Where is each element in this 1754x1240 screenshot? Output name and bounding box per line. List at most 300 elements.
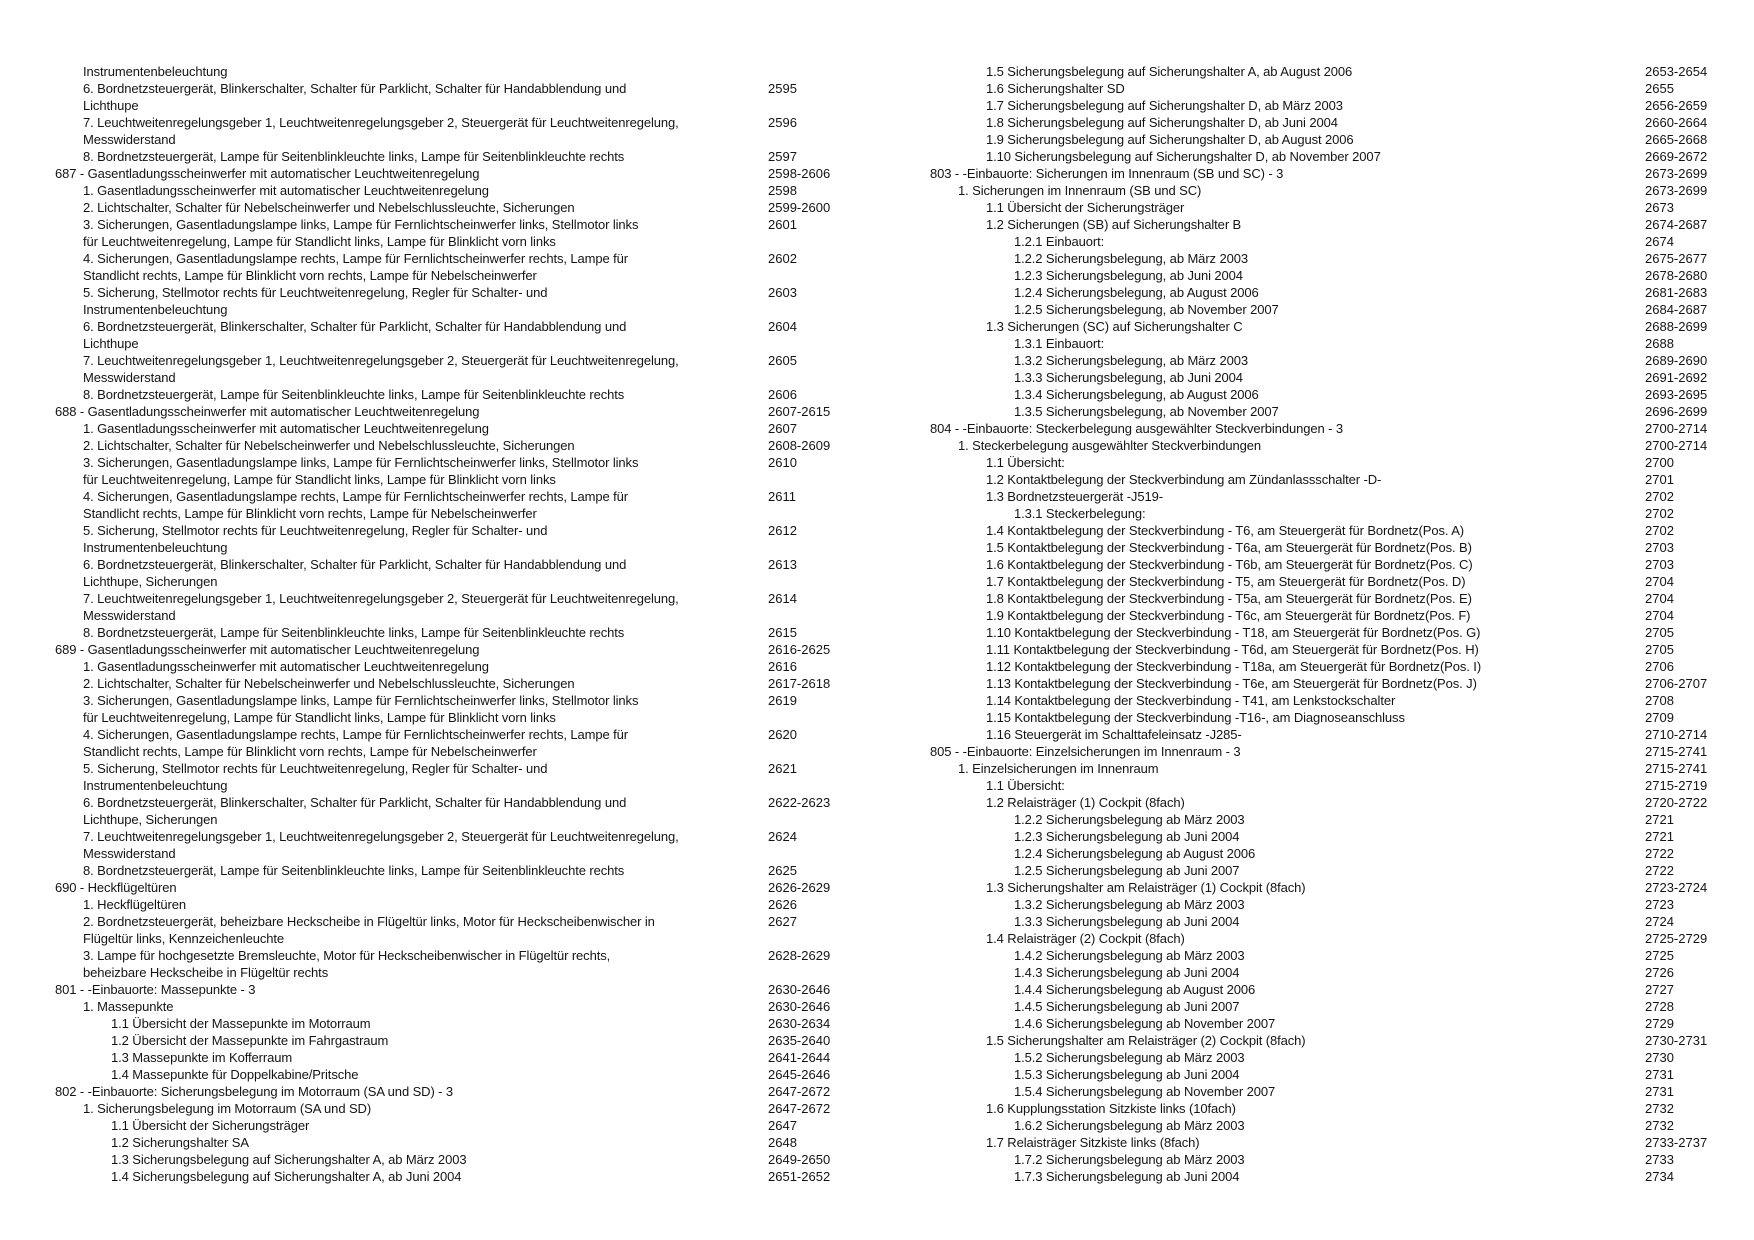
toc-line: [55, 199, 885, 216]
toc-line: [55, 794, 885, 811]
toc-page-number: 2702: [1645, 523, 1674, 538]
toc-page-number: 2700-2714: [1645, 438, 1708, 453]
toc-entry-text: 1. Heckflügeltüren: [83, 897, 186, 912]
toc-line: [930, 386, 1754, 403]
toc-page-number: 2626: [768, 897, 797, 912]
toc-page-number: 2728: [1645, 999, 1674, 1014]
toc-line: [55, 437, 885, 454]
toc-entry-text: 687 - Gasentladungsscheinwerfer mit automatischer Leuchtweitenregelung: [55, 166, 480, 181]
toc-page-number: 2727: [1645, 982, 1674, 997]
toc-line: [55, 318, 885, 335]
toc-page-number: 2674: [1645, 234, 1674, 249]
toc-page-number: 2626-2629: [768, 880, 831, 895]
toc-page-number: 2704: [1645, 608, 1674, 623]
toc-line: [55, 1117, 885, 1134]
toc-line: [55, 930, 885, 947]
toc-entry-text: 1.8 Sicherungsbelegung auf Sicherungshalter D, ab Juni 2004: [986, 115, 1338, 130]
toc-line: [930, 760, 1754, 777]
toc-page-number: 2732: [1645, 1101, 1674, 1116]
toc-page-number: 2628-2629: [768, 948, 831, 963]
toc-entry-text-continuation: Lichthupe: [83, 336, 139, 351]
toc-entry-text: 6. Bordnetzsteuergerät, Blinkerschalter, Schalter für Parklicht, Schalter für Handabblendung und: [83, 557, 627, 572]
toc-page-number: 2684-2687: [1645, 302, 1708, 317]
toc-entry-text: 7. Leuchtweitenregelungsgeber 1, Leuchtweitenregelungsgeber 2, Steuergerät für Leuchtweitenregelung,: [83, 829, 679, 844]
toc-line: [55, 777, 885, 794]
toc-page-number: 2647-2672: [768, 1084, 831, 1099]
toc-entry-text-continuation: Messwiderstand: [83, 608, 176, 623]
toc-entry-text: 1. Massepunkte: [83, 999, 174, 1014]
toc-entry-text-continuation: beheizbare Heckscheibe in Flügeltür rechts: [83, 965, 329, 980]
toc-line: [930, 539, 1754, 556]
toc-page-number: 2601: [768, 217, 797, 232]
toc-entry-text: 1.4.4 Sicherungsbelegung ab August 2006: [1014, 982, 1256, 997]
toc-page-number: 2647: [768, 1118, 797, 1133]
toc-line: [55, 284, 885, 301]
toc-line: [930, 573, 1754, 590]
toc-line: [930, 148, 1754, 165]
toc-line: [55, 97, 885, 114]
toc-entry-text: 1. Einzelsicherungen im Innenraum: [958, 761, 1159, 776]
toc-entry-text: 7. Leuchtweitenregelungsgeber 1, Leuchtweitenregelungsgeber 2, Steuergerät für Leuchtweitenregelung,: [83, 353, 679, 368]
toc-line: [55, 1049, 885, 1066]
toc-line: [930, 114, 1754, 131]
toc-entry-text: 2. Bordnetzsteuergerät, beheizbare Heckscheibe in Flügeltür links, Motor für Heckscheibenwischer in: [83, 914, 655, 929]
toc-page-number: 2733: [1645, 1152, 1674, 1167]
toc-line: [55, 539, 885, 556]
toc-page-number: 2599-2600: [768, 200, 831, 215]
toc-line: [930, 862, 1754, 879]
toc-line: [55, 148, 885, 165]
toc-page-number: 2688: [1645, 336, 1674, 351]
toc-line: [930, 1168, 1754, 1185]
toc-line: [55, 267, 885, 284]
toc-page-number: 2723: [1645, 897, 1674, 912]
toc-line: [55, 743, 885, 760]
toc-line: [55, 250, 885, 267]
toc-entry-text: 3. Sicherungen, Gasentladungslampe links, Lampe für Fernlichtscheinwerfer links, Stellmotor links: [83, 217, 639, 232]
toc-line: [55, 1134, 885, 1151]
toc-page-number: 2710-2714: [1645, 727, 1708, 742]
toc-line: [930, 1134, 1754, 1151]
toc-line: [930, 318, 1754, 335]
toc-line: [930, 607, 1754, 624]
toc-entry-text: 1.12 Kontaktbelegung der Steckverbindung - T18a, am Steuergerät für Bordnetz(Pos. I): [986, 659, 1482, 674]
toc-page-number: 2655: [1645, 81, 1674, 96]
toc-entry-text: 1.2.2 Sicherungsbelegung, ab März 2003: [1014, 251, 1248, 266]
toc-line: [930, 352, 1754, 369]
toc-line: [930, 590, 1754, 607]
toc-page-number: 2704: [1645, 591, 1674, 606]
toc-entry-text-continuation: Messwiderstand: [83, 846, 176, 861]
toc-entry-text: 689 - Gasentladungsscheinwerfer mit automatischer Leuchtweitenregelung: [55, 642, 480, 657]
toc-line: [930, 1066, 1754, 1083]
toc-line: [55, 63, 885, 80]
toc-line: [55, 1066, 885, 1083]
toc-line: [55, 590, 885, 607]
toc-entry-text: 1.3.3 Sicherungsbelegung ab Juni 2004: [1014, 914, 1240, 929]
toc-entry-text: 1.2 Übersicht der Massepunkte im Fahrgastraum: [111, 1033, 389, 1048]
toc-line: [55, 471, 885, 488]
toc-line: [930, 913, 1754, 930]
toc-entry-text: 1.15 Kontaktbelegung der Steckverbindung -T16-, am Diagnoseanschluss: [986, 710, 1405, 725]
toc-entry-text: 1.6 Kontaktbelegung der Steckverbindung - T6b, am Steuergerät für Bordnetz(Pos. C): [986, 557, 1473, 572]
toc-entry-text: 6. Bordnetzsteuergerät, Blinkerschalter, Schalter für Parklicht, Schalter für Handabblendung und: [83, 81, 627, 96]
toc-entry-text: 1.2 Relaisträger (1) Cockpit (8fach): [986, 795, 1185, 810]
toc-page-number: 2624: [768, 829, 797, 844]
toc-line: [930, 437, 1754, 454]
toc-entry-text: 1. Sicherungen im Innenraum (SB und SC): [958, 183, 1202, 198]
toc-page-number: 2724: [1645, 914, 1674, 929]
toc-entry-text: 1.9 Kontaktbelegung der Steckverbindung - T6c, am Steuergerät für Bordnetz(Pos. F): [986, 608, 1471, 623]
toc-line: [55, 216, 885, 233]
toc-page-number: 2723-2724: [1645, 880, 1708, 895]
toc-line: [930, 420, 1754, 437]
toc-entry-text: 1.2.4 Sicherungsbelegung, ab August 2006: [1014, 285, 1259, 300]
toc-page-number: 2617-2618: [768, 676, 831, 691]
toc-entry-text: 1.1 Übersicht:: [986, 455, 1065, 470]
toc-line: [930, 80, 1754, 97]
toc-entry-text: 1.7.3 Sicherungsbelegung ab Juni 2004: [1014, 1169, 1240, 1184]
toc-entry-text: 1.16 Steuergerät im Schalttafeleinsatz -J285-: [986, 727, 1242, 742]
toc-line: [55, 964, 885, 981]
toc-entry-text: 1.8 Kontaktbelegung der Steckverbindung - T5a, am Steuergerät für Bordnetz(Pos. E): [986, 591, 1472, 606]
toc-page-number: 2720-2722: [1645, 795, 1708, 810]
toc-page-number: 2721: [1645, 829, 1674, 844]
toc-entry-text: 6. Bordnetzsteuergerät, Blinkerschalter, Schalter für Parklicht, Schalter für Handabblendung und: [83, 795, 627, 810]
toc-line: [930, 233, 1754, 250]
toc-entry-text: 803 - -Einbauorte: Sicherungen im Innenraum (SB und SC) - 3: [930, 166, 1284, 181]
toc-line: [930, 811, 1754, 828]
toc-line: [930, 284, 1754, 301]
toc-line: [930, 947, 1754, 964]
toc-page-number: 2731: [1645, 1067, 1674, 1082]
toc-page-number: 2660-2664: [1645, 115, 1708, 130]
toc-entry-text: 7. Leuchtweitenregelungsgeber 1, Leuchtweitenregelungsgeber 2, Steuergerät für Leuchtweitenregelung,: [83, 591, 679, 606]
toc-page-number: 2607-2615: [768, 404, 831, 419]
toc-entry-text: 3. Sicherungen, Gasentladungslampe links, Lampe für Fernlichtscheinwerfer links, Stellmotor links: [83, 693, 639, 708]
toc-column-right: [930, 63, 1754, 1185]
toc-line: [930, 692, 1754, 709]
toc-entry-text: 1.5 Sicherungsbelegung auf Sicherungshalter A, ab August 2006: [986, 64, 1353, 79]
toc-page-number: 2705: [1645, 625, 1674, 640]
toc-line: [55, 760, 885, 777]
toc-entry-text: 1.2.3 Sicherungsbelegung, ab Juni 2004: [1014, 268, 1243, 283]
toc-page-number: 2669-2672: [1645, 149, 1708, 164]
toc-entry-text: 1.13 Kontaktbelegung der Steckverbindung - T6e, am Steuergerät für Bordnetz(Pos. J): [986, 676, 1477, 691]
toc-entry-text: 1.9 Sicherungsbelegung auf Sicherungshalter D, ab August 2006: [986, 132, 1354, 147]
toc-page-number: 2708: [1645, 693, 1674, 708]
toc-page-number: 2605: [768, 353, 797, 368]
toc-line: [930, 981, 1754, 998]
toc-entry-text: 1.7.2 Sicherungsbelegung ab März 2003: [1014, 1152, 1245, 1167]
toc-entry-text: 1.2 Sicherungshalter SA: [111, 1135, 249, 1150]
toc-line: [55, 1100, 885, 1117]
toc-page-number: 2602: [768, 251, 797, 266]
toc-line: [930, 964, 1754, 981]
toc-entry-text: 1.10 Sicherungsbelegung auf Sicherungshalter D, ab November 2007: [986, 149, 1381, 164]
toc-entry-text: 1.7 Kontaktbelegung der Steckverbindung - T5, am Steuergerät für Bordnetz(Pos. D): [986, 574, 1466, 589]
toc-line: [55, 182, 885, 199]
toc-page-number: 2596: [768, 115, 797, 130]
toc-page-number: 2610: [768, 455, 797, 470]
toc-line: [55, 454, 885, 471]
toc-entry-text: 1.4 Relaisträger (2) Cockpit (8fach): [986, 931, 1185, 946]
toc-page-number: 2674-2687: [1645, 217, 1708, 232]
toc-line: [55, 896, 885, 913]
toc-line: [55, 522, 885, 539]
toc-line: [55, 862, 885, 879]
toc-line: [55, 335, 885, 352]
toc-entry-text-continuation: für Leuchtweitenregelung, Lampe für Standlicht links, Lampe für Blinklicht vorn links: [83, 710, 556, 725]
toc-page-number: 2693-2695: [1645, 387, 1708, 402]
toc-line: [55, 624, 885, 641]
toc-entry-text-continuation: Standlicht rechts, Lampe für Blinklicht vorn rechts, Lampe für Nebelscheinwerfer: [83, 506, 537, 521]
toc-page-number: 2731: [1645, 1084, 1674, 1099]
toc-entry-text: 1.2.3 Sicherungsbelegung ab Juni 2004: [1014, 829, 1240, 844]
toc-page-number: 2730: [1645, 1050, 1674, 1065]
toc-line: [930, 199, 1754, 216]
toc-line: [930, 216, 1754, 233]
toc-line: [930, 624, 1754, 641]
toc-line: [55, 386, 885, 403]
toc-entry-text: 1.2.5 Sicherungsbelegung, ab November 2007: [1014, 302, 1279, 317]
toc-page-number: 2705: [1645, 642, 1674, 657]
toc-line: [930, 658, 1754, 675]
toc-page-number: 2681-2683: [1645, 285, 1708, 300]
toc-entry-text: 1.1 Übersicht der Massepunkte im Motorraum: [111, 1016, 371, 1031]
toc-entry-text: 1.5 Kontaktbelegung der Steckverbindung - T6a, am Steuergerät für Bordnetz(Pos. B): [986, 540, 1472, 555]
toc-entry-text: 1.5.4 Sicherungsbelegung ab November 2007: [1014, 1084, 1276, 1099]
toc-entry-text: 1.3.1 Einbauort:: [1014, 336, 1105, 351]
toc-line: [55, 913, 885, 930]
toc-entry-text: 1.3.2 Sicherungsbelegung ab März 2003: [1014, 897, 1245, 912]
toc-line: [55, 828, 885, 845]
toc-line: [930, 471, 1754, 488]
toc-entry-text: 1.2 Sicherungen (SB) auf Sicherungshalter B: [986, 217, 1242, 232]
toc-line: [930, 505, 1754, 522]
toc-entry-text: 690 - Heckflügeltüren: [55, 880, 177, 895]
toc-line: [930, 335, 1754, 352]
toc-page-number: 2701: [1645, 472, 1674, 487]
toc-line: [930, 828, 1754, 845]
toc-line: [930, 63, 1754, 80]
toc-line: [55, 505, 885, 522]
toc-entry-text: 1.3 Sicherungshalter am Relaisträger (1) Cockpit (8fach): [986, 880, 1306, 895]
toc-line: [930, 488, 1754, 505]
toc-page-number: 2703: [1645, 557, 1674, 572]
toc-entry-text: 1.3.4 Sicherungsbelegung, ab August 2006: [1014, 387, 1259, 402]
toc-entry-text: 802 - -Einbauorte: Sicherungsbelegung im Motorraum (SA und SD) - 3: [55, 1084, 454, 1099]
toc-entry-text: 1.1 Übersicht der Sicherungsträger: [986, 200, 1185, 215]
toc-entry-text: 1.11 Kontaktbelegung der Steckverbindung - T6d, am Steuergerät für Bordnetz(Pos. H): [986, 642, 1479, 657]
toc-page-number: 2647-2672: [768, 1101, 831, 1116]
toc-entry-text: 1.6 Kupplungsstation Sitzkiste links (10fach): [986, 1101, 1236, 1116]
toc-line: [55, 675, 885, 692]
toc-line: [930, 896, 1754, 913]
toc-page-number: 2702: [1645, 506, 1674, 521]
toc-entry-text: 1.1 Übersicht der Sicherungsträger: [111, 1118, 310, 1133]
toc-page-number: 2722: [1645, 863, 1674, 878]
toc-page-number: 2612: [768, 523, 797, 538]
toc-page-number: 2732: [1645, 1118, 1674, 1133]
toc-page-number: 2700-2714: [1645, 421, 1708, 436]
toc-page-number: 2734: [1645, 1169, 1674, 1184]
toc-entry-text: 5. Sicherung, Stellmotor rechts für Leuchtweitenregelung, Regler für Schalter- und: [83, 523, 548, 538]
toc-page-number: 2678-2680: [1645, 268, 1708, 283]
toc-line: [930, 641, 1754, 658]
toc-page-number: 2611: [768, 489, 796, 504]
toc-entry-text: 1.7 Sicherungsbelegung auf Sicherungshalter D, ab März 2003: [986, 98, 1343, 113]
toc-entry-text: 8. Bordnetzsteuergerät, Lampe für Seitenblinkleuchte links, Lampe für Seitenblinkleuchte rechts: [83, 149, 625, 164]
toc-entry-text: 1.4 Massepunkte für Doppelkabine/Pritsche: [111, 1067, 359, 1082]
toc-page-number: 2715-2741: [1645, 744, 1708, 759]
toc-entry-text: 1. Gasentladungsscheinwerfer mit automatischer Leuchtweitenregelung: [83, 421, 489, 436]
toc-page-number: 2619: [768, 693, 797, 708]
toc-line: [55, 845, 885, 862]
toc-page-number: 2715-2719: [1645, 778, 1708, 793]
toc-line: [930, 267, 1754, 284]
toc-page-number: 2622-2623: [768, 795, 831, 810]
toc-entry-text: 8. Bordnetzsteuergerät, Lampe für Seitenblinkleuchte links, Lampe für Seitenblinkleuchte rechts: [83, 863, 625, 878]
toc-page-number: 2725: [1645, 948, 1674, 963]
toc-page-number: 2635-2640: [768, 1033, 831, 1048]
toc-page-number: 2597: [768, 149, 797, 164]
toc-entry-text: 1.4.3 Sicherungsbelegung ab Juni 2004: [1014, 965, 1240, 980]
toc-page-number: 2620: [768, 727, 797, 742]
toc-line: [55, 607, 885, 624]
toc-page-number: 2653-2654: [1645, 64, 1708, 79]
toc-line: [55, 658, 885, 675]
toc-entry-text: 5. Sicherung, Stellmotor rechts für Leuchtweitenregelung, Regler für Schalter- und: [83, 285, 548, 300]
toc-entry-text: 2. Lichtschalter, Schalter für Nebelscheinwerfer und Nebelschlussleuchte, Sicherungen: [83, 676, 575, 691]
toc-entry-text: 3. Sicherungen, Gasentladungslampe links, Lampe für Fernlichtscheinwerfer links, Stellmotor links: [83, 455, 639, 470]
toc-page-number: 2598: [768, 183, 797, 198]
toc-page-number: 2729: [1645, 1016, 1674, 1031]
toc-entry-text: 1.5.3 Sicherungsbelegung ab Juni 2004: [1014, 1067, 1240, 1082]
toc-page-number: 2675-2677: [1645, 251, 1708, 266]
toc-page-number: 2613: [768, 557, 797, 572]
toc-line: [55, 420, 885, 437]
toc-entry-text: 1.2.1 Einbauort:: [1014, 234, 1105, 249]
toc-line: [55, 1151, 885, 1168]
toc-page-number: 2630-2646: [768, 999, 831, 1014]
toc-entry-text: 1.3 Sicherungsbelegung auf Sicherungshalter A, ab März 2003: [111, 1152, 467, 1167]
toc-entry-text: 5. Sicherung, Stellmotor rechts für Leuchtweitenregelung, Regler für Schalter- und: [83, 761, 548, 776]
toc-line: [930, 301, 1754, 318]
toc-page-number: 2656-2659: [1645, 98, 1708, 113]
toc-page-number: 2688-2699: [1645, 319, 1708, 334]
toc-entry-text: 3. Lampe für hochgesetzte Bremsleuchte, Motor für Heckscheibenwischer in Flügeltür rechts,: [83, 948, 611, 963]
toc-page-number: 2725-2729: [1645, 931, 1708, 946]
toc-entry-text: 8. Bordnetzsteuergerät, Lampe für Seitenblinkleuchte links, Lampe für Seitenblinkleuchte rechts: [83, 387, 625, 402]
toc-page-number: 2706-2707: [1645, 676, 1708, 691]
toc-entry-text: 1.4 Kontaktbelegung der Steckverbindung - T6, am Steuergerät für Bordnetz(Pos. A): [986, 523, 1464, 538]
toc-page-number: 2616-2625: [768, 642, 831, 657]
toc-page-number: 2733-2737: [1645, 1135, 1708, 1150]
toc-page-number: 2606: [768, 387, 797, 402]
toc-entry-text: 1.10 Kontaktbelegung der Steckverbindung - T18, am Steuergerät für Bordnetz(Pos. G): [986, 625, 1481, 640]
toc-entry-text: 1.4 Sicherungsbelegung auf Sicherungshalter A, ab Juni 2004: [111, 1169, 462, 1184]
toc-line: [930, 369, 1754, 386]
toc-entry-text: 1.7 Relaisträger Sitzkiste links (8fach): [986, 1135, 1200, 1150]
toc-entry-text-continuation: Messwiderstand: [83, 132, 176, 147]
toc-line: [55, 709, 885, 726]
toc-line: [55, 811, 885, 828]
toc-line: [930, 743, 1754, 760]
toc-entry-text: 1. Steckerbelegung ausgewählter Steckverbindungen: [958, 438, 1261, 453]
toc-line: [55, 131, 885, 148]
toc-line: [930, 182, 1754, 199]
toc-entry-text-continuation: Lichthupe, Sicherungen: [83, 812, 218, 827]
toc-line: [930, 1100, 1754, 1117]
toc-entry-text: 4. Sicherungen, Gasentladungslampe rechts, Lampe für Fernlichtscheinwerfer rechts, Lampe für: [83, 251, 629, 266]
toc-entry-text: 1.3.5 Sicherungsbelegung, ab November 2007: [1014, 404, 1279, 419]
toc-line: [55, 947, 885, 964]
toc-entry-text: 1. Gasentladungsscheinwerfer mit automatischer Leuchtweitenregelung: [83, 659, 489, 674]
toc-entry-text: 1.4.5 Sicherungsbelegung ab Juni 2007: [1014, 999, 1240, 1014]
toc-entry-text-continuation: Instrumentenbeleuchtung: [83, 540, 228, 555]
toc-line: [930, 1151, 1754, 1168]
toc-page-number: 2614: [768, 591, 797, 606]
toc-entry-text: 801 - -Einbauorte: Massepunkte - 3: [55, 982, 256, 997]
toc-line: [55, 1032, 885, 1049]
toc-line: [55, 352, 885, 369]
toc-line: [930, 1117, 1754, 1134]
toc-line: [930, 250, 1754, 267]
toc-entry-text: 1.3 Bordnetzsteuergerät -J519-: [986, 489, 1163, 504]
toc-entry-text: 1.6 Sicherungshalter SD: [986, 81, 1125, 96]
toc-page-number: 2651-2652: [768, 1169, 831, 1184]
toc-line: [930, 454, 1754, 471]
toc-line: [930, 777, 1754, 794]
toc-entry-text-continuation: Instrumentenbeleuchtung: [83, 64, 228, 79]
toc-line: [930, 709, 1754, 726]
toc-entry-text: 688 - Gasentladungsscheinwerfer mit automatischer Leuchtweitenregelung: [55, 404, 480, 419]
toc-column-left: [55, 63, 885, 1185]
toc-page-number: 2673-2699: [1645, 166, 1708, 181]
toc-entry-text: 1.1 Übersicht:: [986, 778, 1065, 793]
toc-entry-text: 4. Sicherungen, Gasentladungslampe rechts, Lampe für Fernlichtscheinwerfer rechts, Lampe für: [83, 727, 629, 742]
toc-line: [55, 692, 885, 709]
toc-line: [55, 1168, 885, 1185]
toc-line: [55, 879, 885, 896]
toc-line: [55, 641, 885, 658]
toc-line: [930, 522, 1754, 539]
toc-page-number: 2608-2609: [768, 438, 831, 453]
toc-page-number: 2645-2646: [768, 1067, 831, 1082]
toc-entry-text-continuation: für Leuchtweitenregelung, Lampe für Standlicht links, Lampe für Blinklicht vorn links: [83, 472, 556, 487]
toc-page-number: 2673-2699: [1645, 183, 1708, 198]
toc-line: [930, 1049, 1754, 1066]
toc-entry-text: 7. Leuchtweitenregelungsgeber 1, Leuchtweitenregelungsgeber 2, Steuergerät für Leuchtweitenregelung,: [83, 115, 679, 130]
toc-line: [930, 403, 1754, 420]
toc-entry-text: 1.3.3 Sicherungsbelegung, ab Juni 2004: [1014, 370, 1243, 385]
toc-line: [930, 930, 1754, 947]
toc-page-number: 2696-2699: [1645, 404, 1708, 419]
toc-entry-text: 1.5.2 Sicherungsbelegung ab März 2003: [1014, 1050, 1245, 1065]
toc-page-number: 2595: [768, 81, 797, 96]
toc-page-number: 2615: [768, 625, 797, 640]
toc-page-number: 2673: [1645, 200, 1674, 215]
toc-line: [930, 1015, 1754, 1032]
toc-page-number: 2730-2731: [1645, 1033, 1708, 1048]
toc-line: [55, 369, 885, 386]
toc-line: [930, 879, 1754, 896]
toc-entry-text: 1.3.2 Sicherungsbelegung, ab März 2003: [1014, 353, 1248, 368]
toc-entry-text: 1.3 Sicherungen (SC) auf Sicherungshalter C: [986, 319, 1243, 334]
toc-line: [930, 165, 1754, 182]
toc-page-number: 2630-2634: [768, 1016, 831, 1031]
